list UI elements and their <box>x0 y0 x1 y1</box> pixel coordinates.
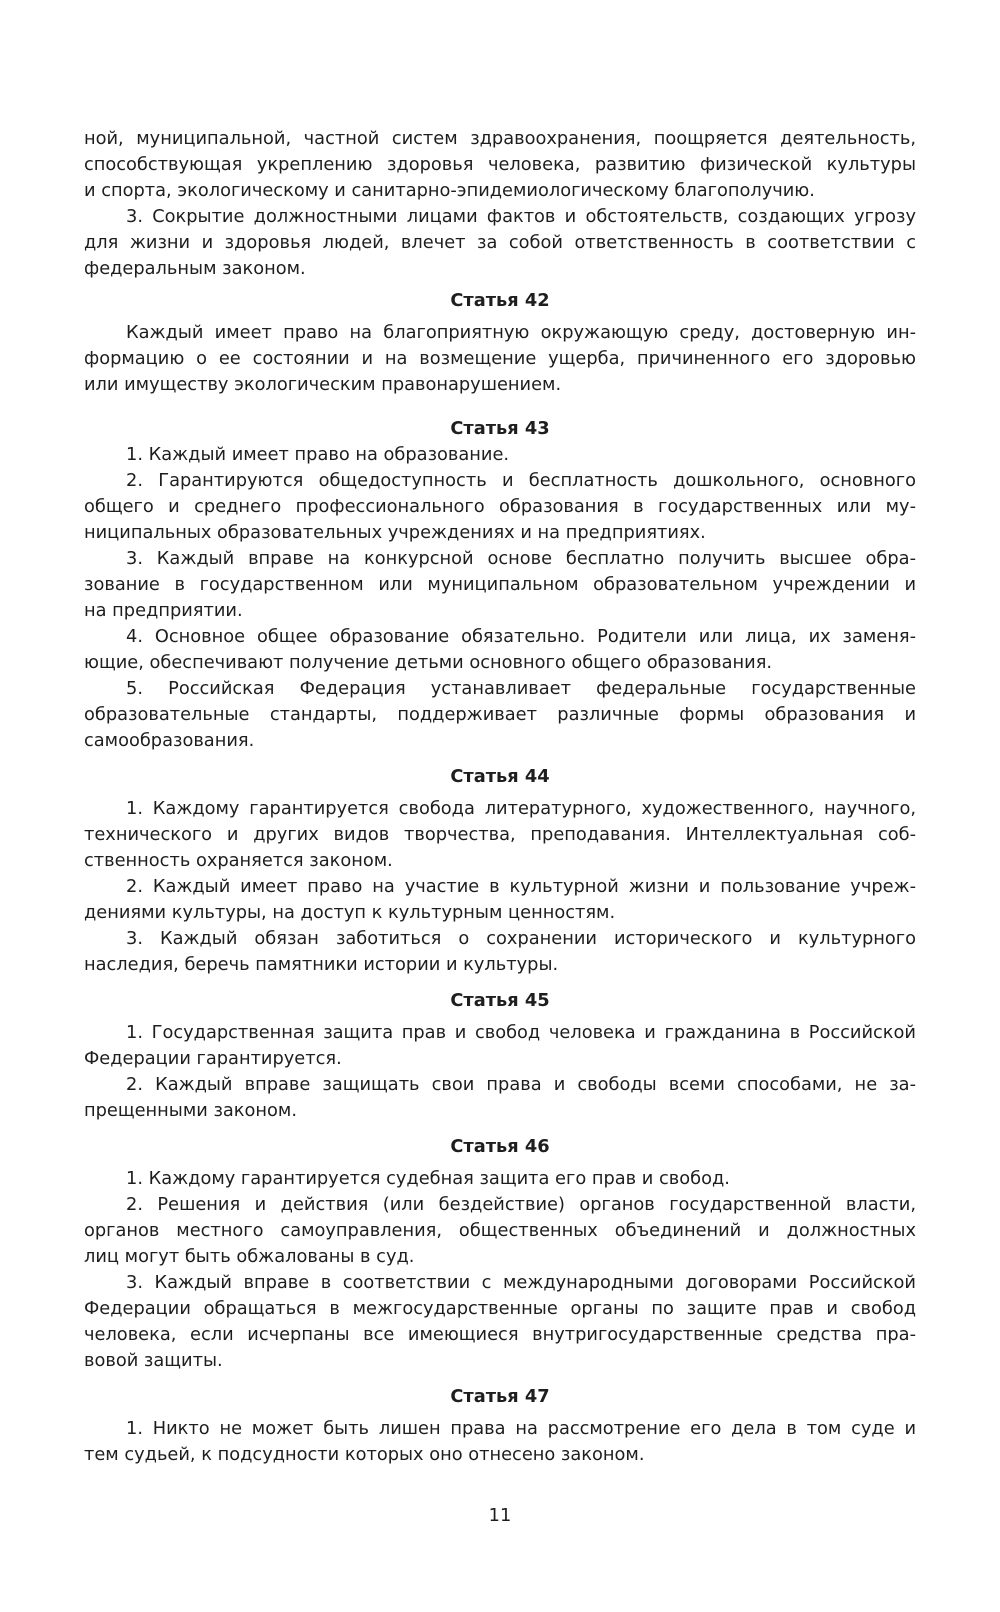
article-heading: Статья 44 <box>450 766 550 787</box>
article-46 <box>84 1134 916 1374</box>
text-line: образовательные стандарты, поддерживает различные формы образования и <box>84 704 916 725</box>
text-line: наследия, беречь памятники истории и культуры. <box>84 954 559 975</box>
text-line: ной, муниципальной, частной систем здравоохранения, поощряется деятельность, <box>84 128 916 149</box>
text-line: для жизни и здоровья людей, влечет за собой ответственность в соответствии с <box>84 232 916 253</box>
article-43 <box>84 416 916 754</box>
article-42 <box>84 288 916 398</box>
text-line: 2. Решения и действия (или бездействие) органов государственной власти, <box>126 1194 916 1215</box>
text-line: способствующая укреплению здоровья человека, развитию физической культуры <box>84 154 916 175</box>
text-line: 2. Гарантируются общедоступность и бесплатность дошкольного, основного <box>126 470 916 491</box>
text-line: 1. Каждому гарантируется свобода литературного, художественного, научного, <box>126 798 916 819</box>
text-line: самообразования. <box>84 730 255 751</box>
page-number: 11 <box>488 1505 512 1526</box>
text-line: органов местного самоуправления, общественных объединений и должностных <box>84 1220 916 1241</box>
article-heading: Статья 43 <box>450 418 550 439</box>
text-line: ственность охраняется законом. <box>84 850 393 871</box>
continuation-text <box>84 126 916 282</box>
text-line: лиц могут быть обжалованы в суд. <box>84 1246 415 1267</box>
text-line: вовой защиты. <box>84 1350 223 1371</box>
text-line: 2. Каждый имеет право на участие в культурной жизни и пользование учреж- <box>126 876 916 897</box>
text-line: Федерации гарантируется. <box>84 1048 342 1069</box>
text-line: зование в государственном или муниципальном образовательном учреждении и <box>84 574 916 595</box>
text-line: дениями культуры, на доступ к культурным ценностям. <box>84 902 616 923</box>
text-line: формацию о ее состоянии и на возмещение ущерба, причиненного его здоровью <box>84 348 916 369</box>
text-line: 5. Российская Федерация устанавливает федеральные государственные <box>126 678 916 699</box>
text-line: на предприятии. <box>84 600 243 621</box>
article-heading: Статья 42 <box>450 290 550 311</box>
text-line: ниципальных образовательных учреждениях и на предприятиях. <box>84 522 706 543</box>
text-line: Федерации обращаться в межгосударственные органы по защите прав и свобод <box>84 1298 916 1319</box>
text-line: 2. Каждый вправе защищать свои права и свободы всеми способами, не за- <box>126 1074 916 1095</box>
article-heading: Статья 47 <box>450 1386 550 1407</box>
text-line: 1. Каждый имеет право на образование. <box>126 444 510 465</box>
text-line: общего и среднего профессионального образования в государственных или му- <box>84 496 916 517</box>
text-line: тем судьей, к подсудности которых оно отнесено законом. <box>84 1444 645 1465</box>
text-line: 3. Каждый вправе в соответствии с международными договорами Российской <box>126 1272 916 1293</box>
article-47 <box>84 1384 916 1468</box>
text-line: 1. Каждому гарантируется судебная защита его прав и свобод. <box>126 1168 730 1189</box>
article-44 <box>84 764 916 978</box>
text-line: 1. Никто не может быть лишен права на рассмотрение его дела в том суде и <box>126 1418 916 1439</box>
article-45 <box>84 988 916 1124</box>
text-line: 3. Каждый обязан заботиться о сохранении исторического и культурного <box>126 928 916 949</box>
text-line: 3. Каждый вправе на конкурсной основе бесплатно получить высшее обра- <box>126 548 916 569</box>
text-line: технического и других видов творчества, преподавания. Интеллектуальная соб- <box>84 824 916 845</box>
text-line: человека, если исчерпаны все имеющиеся внутригосударственные средства пра- <box>84 1324 916 1345</box>
text-line: 1. Государственная защита прав и свобод человека и гражданина в Российской <box>126 1022 916 1043</box>
document-page <box>84 126 916 1468</box>
article-heading: Статья 46 <box>450 1136 550 1157</box>
text-line: прещенными законом. <box>84 1100 297 1121</box>
text-line: 3. Сокрытие должностными лицами фактов и обстоятельств, создающих угрозу <box>126 206 916 227</box>
text-line: 4. Основное общее образование обязательно. Родители или лица, их заменя- <box>126 626 916 647</box>
text-line: ющие, обеспечивают получение детьми основного общего образования. <box>84 652 773 673</box>
text-line: федеральным законом. <box>84 258 306 279</box>
text-line: и спорта, экологическому и санитарно-эпидемиологическому благополучию. <box>84 180 815 201</box>
text-line: или имуществу экологическим правонарушением. <box>84 374 562 395</box>
text-line: Каждый имеет право на благоприятную окружающую среду, достоверную ин- <box>126 322 916 343</box>
article-heading: Статья 45 <box>450 990 550 1011</box>
